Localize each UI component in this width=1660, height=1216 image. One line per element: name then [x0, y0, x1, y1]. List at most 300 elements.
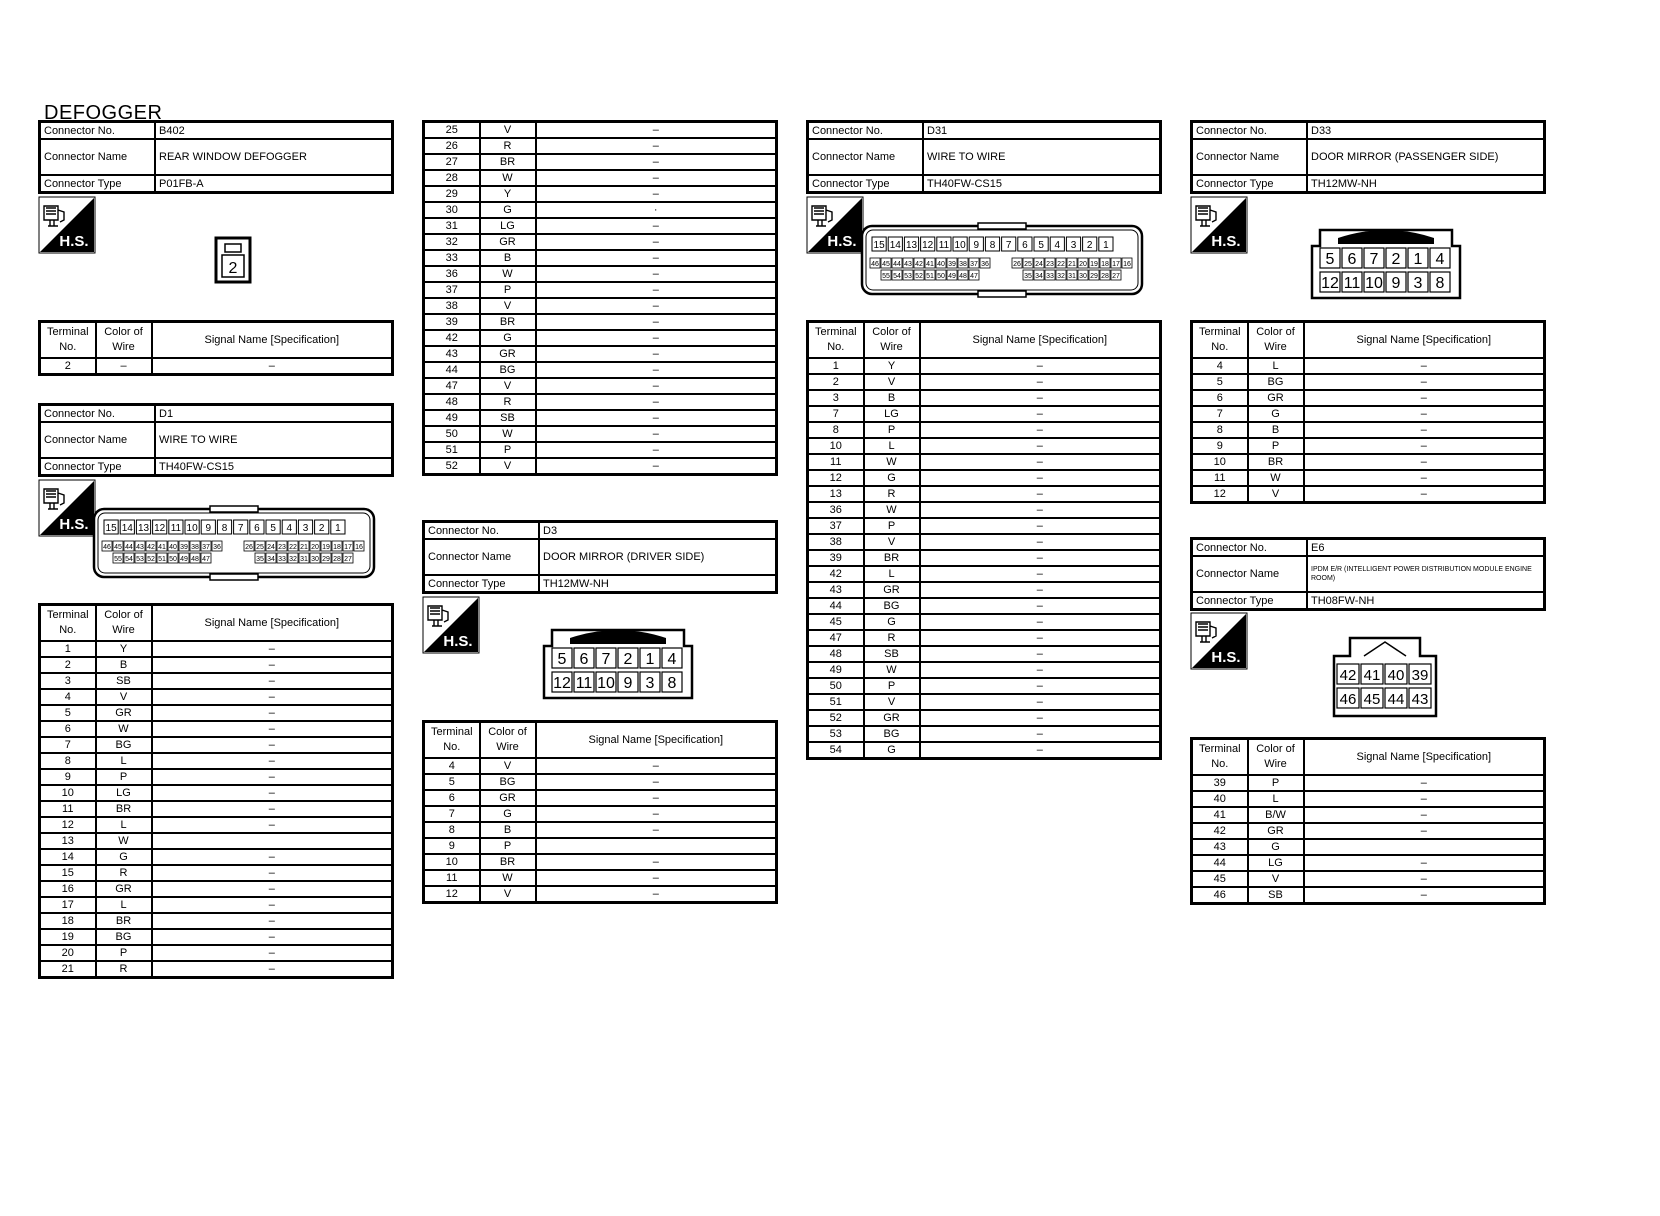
terminal-no: 10: [40, 785, 96, 801]
label: Connector Name: [808, 139, 924, 175]
table-row: [40, 769, 393, 785]
signal-name: –: [920, 678, 1161, 694]
table-row: [808, 438, 1161, 454]
terminal-table-b402: [38, 320, 394, 376]
signal-name: –: [152, 945, 393, 961]
label: Connector No.: [1192, 122, 1308, 140]
pin-label: 35: [256, 556, 264, 563]
pin-label: 49: [180, 556, 188, 563]
label: Connector Name: [1192, 139, 1308, 175]
wire-color: L: [96, 897, 152, 913]
signal-name: –: [920, 518, 1161, 534]
th-terminal: Terminal No.: [1192, 322, 1248, 359]
signal-name: –: [152, 737, 393, 753]
terminal-no: 10: [424, 854, 480, 870]
pin-label: 27: [1112, 273, 1120, 280]
th-color: Color of Wire: [864, 322, 920, 359]
pin-label: 28: [1101, 273, 1109, 280]
terminal-no: 9: [424, 838, 480, 854]
pin-label: 40: [937, 261, 945, 268]
wire-color: BR: [96, 801, 152, 817]
table-row: [40, 673, 393, 689]
pin-label: 30: [311, 556, 319, 563]
pin-label: 6: [1347, 251, 1357, 268]
wire-color: V: [480, 458, 536, 475]
table-row: [808, 726, 1161, 742]
pin-label: 35: [1024, 273, 1032, 280]
terminal-no: 45: [1192, 871, 1248, 887]
table-row: [40, 945, 393, 961]
wire-color: W: [864, 662, 920, 678]
connector-d33-face: [1308, 218, 1464, 302]
hs-label: H.S.: [59, 233, 89, 250]
wire-color: B: [96, 657, 152, 673]
pin-label: 11: [575, 675, 593, 692]
table-row: [808, 630, 1161, 646]
table-row: [424, 822, 777, 838]
label: Connector Name: [1192, 556, 1308, 592]
terminal-no: 50: [424, 426, 480, 442]
signal-name: –: [536, 330, 777, 346]
signal-name: –: [152, 865, 393, 881]
th-color: Color of Wire: [1248, 322, 1304, 359]
pin-label: 39: [180, 544, 188, 551]
pin-label: 43: [1411, 691, 1429, 708]
harness-side-icon: [38, 479, 96, 537]
page-title: DEFOGGER: [44, 102, 163, 124]
pin-label: 9: [973, 240, 980, 251]
th-signal: Signal Name [Specification]: [1304, 739, 1545, 776]
terminal-no: 26: [424, 138, 480, 154]
terminal-no: 31: [424, 218, 480, 234]
wire-color: P: [480, 282, 536, 298]
pin-label: 52: [147, 556, 155, 563]
wire-color: R: [480, 138, 536, 154]
pin-label: 44: [1387, 691, 1405, 708]
pin-label: 25: [1024, 261, 1032, 268]
hs-label: H.S.: [59, 516, 89, 533]
signal-name: –: [1304, 358, 1545, 374]
signal-name: –: [152, 881, 393, 897]
wire-color: P: [864, 422, 920, 438]
pin-label: 17: [1112, 261, 1120, 268]
terminal-no: 52: [808, 710, 864, 726]
pin-label: 33: [278, 556, 286, 563]
connector-no: E6: [1307, 539, 1545, 557]
signal-name: –: [536, 854, 777, 870]
signal-name: –: [1304, 454, 1545, 470]
table-row: [424, 202, 777, 218]
pin-label: 8: [667, 675, 677, 692]
pin-label: 23: [1046, 261, 1054, 268]
harness-side-icon: [1190, 196, 1248, 254]
connector-d31-face: [860, 222, 1144, 298]
terminal-no: 8: [424, 822, 480, 838]
terminal-no: 29: [424, 186, 480, 202]
wire-color: GR: [480, 790, 536, 806]
signal-name: –: [152, 801, 393, 817]
wire-color: P: [96, 945, 152, 961]
pin-label: 29: [1090, 273, 1098, 280]
th-color: Color of Wire: [480, 722, 536, 759]
signal-name: –: [152, 705, 393, 721]
pin-label: 21: [1068, 261, 1076, 268]
wire-color: V: [864, 694, 920, 710]
terminal-no: 3: [808, 390, 864, 406]
pin-label: 6: [579, 651, 589, 668]
table-row: [424, 378, 777, 394]
table-row: [1192, 486, 1545, 503]
table-row: [424, 314, 777, 330]
signal-name: –: [536, 282, 777, 298]
connector-type: P01FB-A: [155, 175, 393, 193]
terminal-no: 12: [424, 886, 480, 903]
wire-color: B/W: [1248, 807, 1304, 823]
wire-color: GR: [480, 346, 536, 362]
pin-label: 23: [278, 544, 286, 551]
terminal-no: 41: [1192, 807, 1248, 823]
wire-color: BR: [480, 314, 536, 330]
wire-color: V: [480, 886, 536, 903]
terminal-no: 12: [40, 817, 96, 833]
terminal-no: 8: [40, 753, 96, 769]
pin-label: 1: [1103, 240, 1109, 251]
wire-color: BR: [480, 154, 536, 170]
table-row: [808, 550, 1161, 566]
table-row: [424, 362, 777, 378]
terminal-no: 43: [808, 582, 864, 598]
wire-color: LG: [1248, 855, 1304, 871]
pin-label: 18: [1101, 261, 1109, 268]
pin-label: 11: [938, 240, 950, 251]
terminal-no: 39: [1192, 775, 1248, 791]
table-row: [1192, 438, 1545, 454]
pin-label: 15: [873, 240, 885, 251]
pin-label: 46: [871, 261, 879, 268]
signal-name: –: [920, 390, 1161, 406]
table-row: [424, 790, 777, 806]
wire-color: GR: [480, 234, 536, 250]
signal-name: –: [536, 122, 777, 139]
pin-label: 5: [557, 651, 567, 668]
pin-label: 29: [322, 556, 330, 563]
terminal-no: 53: [808, 726, 864, 742]
terminal-no: 11: [808, 454, 864, 470]
wire-color: W: [480, 266, 536, 282]
terminal-no: 43: [1192, 839, 1248, 855]
wire-color: V: [1248, 486, 1304, 503]
table-row: [424, 346, 777, 362]
signal-name: –: [152, 358, 393, 375]
terminal-no: 19: [40, 929, 96, 945]
pin-label: 20: [1079, 261, 1087, 268]
table-row: [808, 518, 1161, 534]
terminal-no: 39: [424, 314, 480, 330]
terminal-no: 16: [40, 881, 96, 897]
table-row: [808, 710, 1161, 726]
th-signal: Signal Name [Specification]: [920, 322, 1161, 359]
wire-color: P: [864, 518, 920, 534]
signal-name: –: [536, 790, 777, 806]
terminal-no: 47: [808, 630, 864, 646]
wire-color: GR: [1248, 390, 1304, 406]
table-row: [40, 833, 393, 849]
terminal-no: 2: [808, 374, 864, 390]
table-row: [808, 470, 1161, 486]
pin-label: 45: [114, 544, 122, 551]
pin-label: 22: [1057, 261, 1065, 268]
table-row: [40, 705, 393, 721]
connector-no: D3: [539, 522, 777, 540]
wire-color: BR: [480, 854, 536, 870]
terminal-no: 14: [40, 849, 96, 865]
wire-color: G: [96, 849, 152, 865]
signal-name: [536, 838, 777, 854]
wire-color: W: [1248, 470, 1304, 486]
table-row: [1192, 390, 1545, 406]
signal-name: –: [536, 218, 777, 234]
pin-label: 41: [158, 544, 166, 551]
pin-label: 4: [667, 651, 677, 668]
wire-color: LG: [864, 406, 920, 422]
wire-color: BG: [480, 774, 536, 790]
connector-name: DOOR MIRROR (DRIVER SIDE): [539, 539, 777, 575]
table-row: [1192, 839, 1545, 855]
wire-color: R: [864, 486, 920, 502]
signal-name: –: [1304, 823, 1545, 839]
signal-name: –: [920, 406, 1161, 422]
pin-label: 2: [318, 523, 325, 534]
table-row: [1192, 374, 1545, 390]
terminal-no: 20: [40, 945, 96, 961]
terminal-no: 44: [808, 598, 864, 614]
wire-color: W: [864, 454, 920, 470]
th-terminal: Terminal No.: [424, 722, 480, 759]
pin-label: 2: [623, 651, 633, 668]
pin-label: 49: [948, 273, 956, 280]
pin-label: 13: [137, 523, 150, 534]
pin-label: 14: [121, 523, 133, 534]
table-row: [1192, 470, 1545, 486]
wire-color: SB: [864, 646, 920, 662]
pin-label: 20: [311, 544, 319, 551]
signal-name: –: [536, 138, 777, 154]
signal-name: –: [152, 657, 393, 673]
connector-type: TH12MW-NH: [539, 575, 777, 593]
terminal-no: 5: [1192, 374, 1248, 390]
signal-name: –: [536, 170, 777, 186]
terminal-no: 48: [808, 646, 864, 662]
connector-d3-face: [540, 618, 696, 702]
pin-label: 12: [1321, 275, 1339, 292]
wire-color: L: [96, 817, 152, 833]
signal-name: –: [536, 758, 777, 774]
connector-type: TH08FW-NH: [1307, 592, 1545, 610]
signal-name: –: [536, 378, 777, 394]
table-row: [424, 122, 777, 139]
signal-name: –: [1304, 470, 1545, 486]
pin-label: 12: [154, 523, 166, 534]
signal-name: –: [152, 673, 393, 689]
pin-label: 51: [158, 556, 166, 563]
table-row: [424, 426, 777, 442]
terminal-table-d33: [1190, 320, 1546, 504]
table-row: [1192, 775, 1545, 791]
table-row: [808, 742, 1161, 759]
wire-color: B: [864, 390, 920, 406]
signal-name: –: [920, 614, 1161, 630]
connector-name: DOOR MIRROR (PASSENGER SIDE): [1307, 139, 1545, 175]
connector-no: B402: [155, 122, 393, 140]
pin-label: 53: [136, 556, 144, 563]
pin-label: 11: [1343, 275, 1361, 292]
signal-name: –: [536, 442, 777, 458]
wire-color: SB: [480, 410, 536, 426]
pin-label: 6: [1022, 240, 1028, 251]
pin-label: 26: [1013, 261, 1021, 268]
table-row: [1192, 823, 1545, 839]
signal-name: –: [1304, 438, 1545, 454]
table-row: [40, 721, 393, 737]
label: Connector Type: [1192, 175, 1308, 193]
terminal-no: 50: [808, 678, 864, 694]
pin-label: 2: [1391, 251, 1401, 268]
pin-label: 46: [1339, 691, 1357, 708]
pin-label: 22: [289, 544, 297, 551]
table-row: [1192, 406, 1545, 422]
pin-label: 47: [202, 556, 210, 563]
wire-color: G: [864, 742, 920, 759]
table-row: [40, 689, 393, 705]
pin-label: 32: [1057, 273, 1065, 280]
pin-label: 27: [344, 556, 352, 563]
wire-color: L: [1248, 358, 1304, 374]
table-row: [424, 154, 777, 170]
table-row: [808, 694, 1161, 710]
pin-label: 39: [1411, 667, 1429, 684]
terminal-no: 36: [808, 502, 864, 518]
harness-side-icon: [806, 196, 864, 254]
terminal-no: 25: [424, 122, 480, 139]
wire-color: GR: [96, 881, 152, 897]
pin-label: 9: [623, 675, 633, 692]
terminal-no: 28: [424, 170, 480, 186]
pin-label: 8: [221, 523, 228, 534]
wire-color: P: [480, 838, 536, 854]
table-row: [40, 753, 393, 769]
terminal-no: 49: [424, 410, 480, 426]
table-row: [424, 218, 777, 234]
signal-name: –: [536, 426, 777, 442]
wire-color: P: [864, 678, 920, 694]
pin-label: 17: [344, 544, 352, 551]
connector-type: TH12MW-NH: [1307, 175, 1545, 193]
terminal-no: 13: [40, 833, 96, 849]
signal-name: –: [152, 897, 393, 913]
terminal-no: 40: [1192, 791, 1248, 807]
pin-label: 52: [915, 273, 923, 280]
wire-color: P: [1248, 438, 1304, 454]
pin-label: 6: [254, 523, 260, 534]
terminal-no: 2: [40, 657, 96, 673]
signal-name: –: [1304, 871, 1545, 887]
wire-color: W: [96, 833, 152, 849]
pin-label: 33: [1046, 273, 1054, 280]
pin-label: 7: [1005, 240, 1012, 251]
table-row: [808, 566, 1161, 582]
label: Connector Name: [40, 422, 156, 458]
pin-label: 40: [1387, 667, 1405, 684]
signal-name: –: [536, 774, 777, 790]
table-row: [424, 330, 777, 346]
pin-label: 5: [1038, 240, 1044, 251]
signal-name: –: [1304, 791, 1545, 807]
wire-color: BR: [1248, 454, 1304, 470]
table-row: [40, 785, 393, 801]
table-row: [424, 138, 777, 154]
terminal-no: 18: [40, 913, 96, 929]
label: Connector Name: [424, 539, 540, 575]
label: Connector Type: [1192, 592, 1308, 610]
label: Connector No.: [424, 522, 540, 540]
signal-name: –: [152, 849, 393, 865]
table-row: [808, 534, 1161, 550]
table-row: [1192, 422, 1545, 438]
wire-color: P: [96, 769, 152, 785]
signal-name: [152, 833, 393, 849]
pin-label: 7: [1369, 251, 1379, 268]
table-row: [40, 913, 393, 929]
table-row: [424, 458, 777, 475]
th-terminal: Terminal No.: [1192, 739, 1248, 776]
label: Connector Type: [40, 175, 156, 193]
table-row: [1192, 855, 1545, 871]
pin-label: 46: [103, 544, 111, 551]
signal-name: –: [536, 362, 777, 378]
pin-label: 24: [267, 544, 275, 551]
signal-name: –: [152, 817, 393, 833]
pin-label: 21: [300, 544, 308, 551]
pin-label: 37: [202, 544, 210, 551]
table-row: [1192, 791, 1545, 807]
table-row: [808, 502, 1161, 518]
wire-color: L: [864, 566, 920, 582]
terminal-no: 33: [424, 250, 480, 266]
table-row: [424, 234, 777, 250]
signal-name: –: [152, 913, 393, 929]
pin-label: 42: [915, 261, 923, 268]
terminal-no: 12: [808, 470, 864, 486]
table-row: [424, 854, 777, 870]
terminal-no: 44: [424, 362, 480, 378]
pin-label: 41: [926, 261, 934, 268]
table-row: [808, 678, 1161, 694]
wire-color: V: [480, 122, 536, 139]
signal-name: –: [536, 314, 777, 330]
th-signal: Signal Name [Specification]: [536, 722, 777, 759]
pin-label: 55: [114, 556, 122, 563]
signal-name: –: [920, 662, 1161, 678]
table-row: [40, 817, 393, 833]
wire-color: BG: [96, 929, 152, 945]
pin-label: 10: [1365, 275, 1383, 292]
signal-name: –: [152, 961, 393, 978]
wire-color: R: [96, 961, 152, 978]
label: Connector No.: [40, 122, 156, 140]
signal-name: –: [536, 458, 777, 475]
signal-name: –: [920, 598, 1161, 614]
pin-label: 8: [1435, 275, 1445, 292]
